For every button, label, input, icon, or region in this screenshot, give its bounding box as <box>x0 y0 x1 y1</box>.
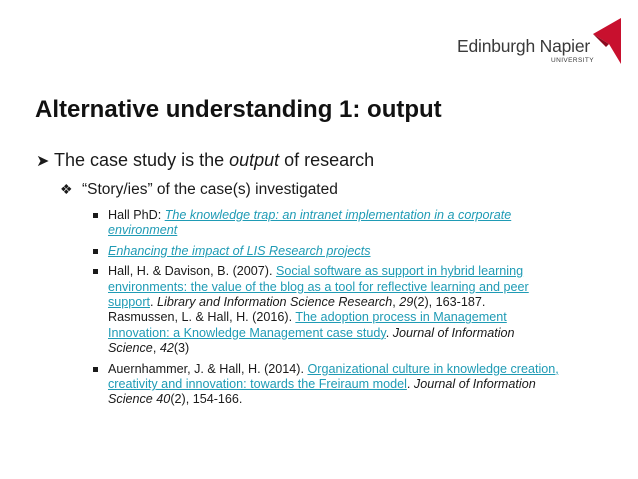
square-bullet-icon <box>93 249 98 254</box>
slide-title: Alternative understanding 1: output <box>35 96 442 123</box>
reference-item: Auernhammer, J. & Hall, H. (2014). Organizational culture in knowledge creation, creativity and innovation: towards the Freiraum model. Journal of Information Science 40(2), 154-166. <box>90 362 560 408</box>
reference-item <box>90 244 560 259</box>
reference-text: Hall PhD: <box>108 208 165 222</box>
reference-item: Hall, H. & Davison, B. (2007). Social software as support in hybrid learning environments: the value of the blog as a tool for reflective learning and peer support. Library and Information Science Research, 29(2), 163-187. Rasmussen, L. & Hall, H. (2016). The adoption process in Management Innovation: a Knowledge Management case study. Journal of Information Science, 42(3) <box>90 264 560 356</box>
bullet-text-emphasis: output <box>229 150 280 170</box>
journal-name: Library and Information Science Research <box>157 295 393 310</box>
reference-link[interactable]: The knowledge trap: an intranet implementation in a corporate environment <box>108 208 512 238</box>
square-bullet-icon <box>93 367 98 372</box>
reference-authors: Rasmussen, L. & Hall, H. (2016). <box>108 310 296 325</box>
bullet-text-pre: The case study is the <box>54 150 230 170</box>
reference-authors: Hall, H. & Davison, B. (2007). <box>108 264 276 279</box>
arrow-bullet-icon: ➤ <box>36 153 50 170</box>
square-bullet-icon <box>93 213 98 218</box>
university-logo <box>450 14 625 74</box>
reference-list <box>90 208 560 413</box>
journal-volume: 29 <box>399 295 414 310</box>
bullet-text: “Story/ies” of the case(s) investigated <box>82 181 338 198</box>
bullet-level-1 <box>36 150 374 171</box>
journal-name: Journal of Information Science 40 <box>108 377 536 407</box>
square-bullet-icon <box>93 269 98 274</box>
diamond-bullet-icon: ❖ <box>60 181 73 197</box>
journal-volume: 42 <box>159 341 174 356</box>
reference-authors: Auernhammer, J. & Hall, H. (2014). <box>108 361 308 376</box>
journal-name: Journal of Information Science <box>108 325 515 356</box>
reference-link[interactable]: Social software as support in hybrid learning environments: the value of the blog as a tool for reflective learning and peer support <box>108 264 529 310</box>
reference-link[interactable]: The adoption process in Management Innovation: a Knowledge Management case study <box>108 310 507 340</box>
reference-link[interactable]: Enhancing the impact of LIS Research projects <box>108 243 371 258</box>
logo-mark-icon <box>593 18 621 64</box>
logo-name: Edinburgh Napier <box>457 36 590 56</box>
reference-item <box>90 208 560 239</box>
reference-link[interactable]: Organizational culture in knowledge creation, creativity and innovation: towards the Freiraum model <box>108 361 559 392</box>
bullet-level-2 <box>60 181 338 199</box>
logo-subtitle: UNIVERSITY <box>551 57 595 64</box>
bullet-text-post: of research <box>279 150 375 170</box>
